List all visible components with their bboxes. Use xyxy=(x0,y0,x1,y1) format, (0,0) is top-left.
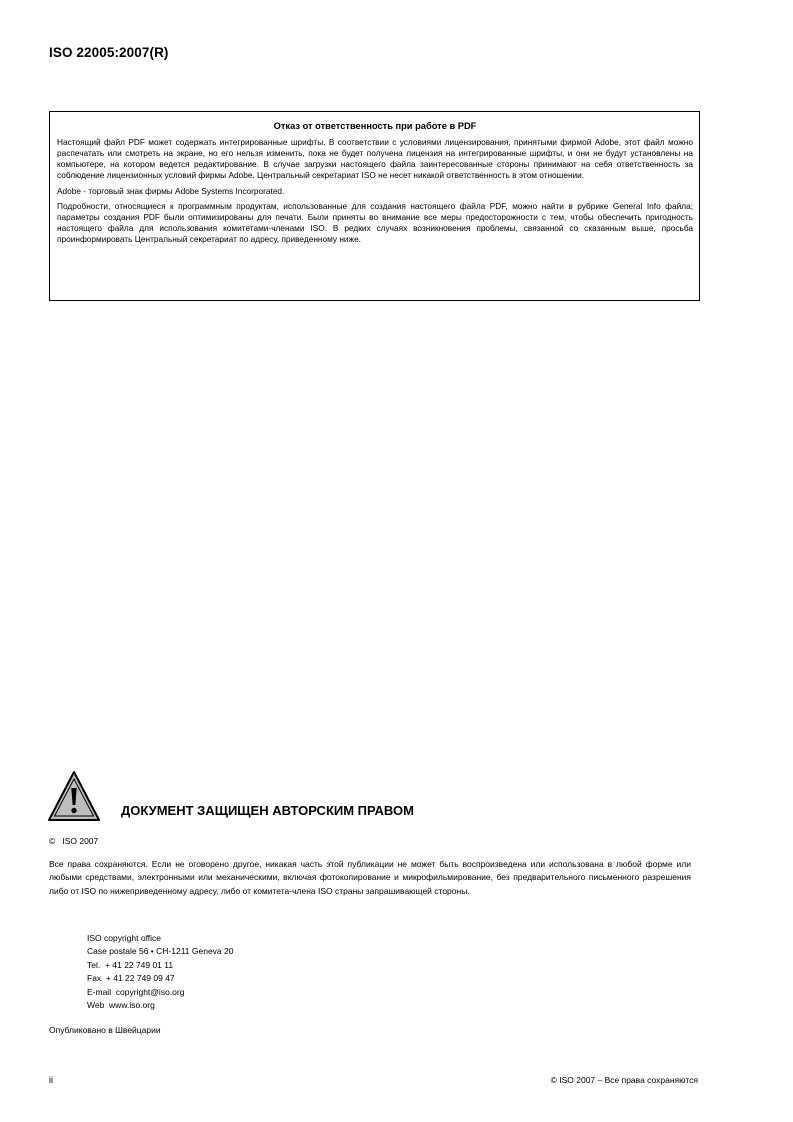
address-fax: Fax + 41 22 749 09 47 xyxy=(87,973,175,984)
footer-copyright: © ISO 2007 – Все права сохраняются xyxy=(550,1075,698,1085)
address-tel: Tel. + 41 22 749 01 11 xyxy=(87,959,174,970)
rights-text: Все права сохраняются. Если не оговорено другое, никакая часть этой публикации не может быть воспроизведена или использована в любой форме или любыми средствами, электронными или механическими, включая фотокопирование и микрофильмирование, без предварительного письменного разрешения либо от ISO по нижеприведенному адресу, либо от комитета-члена ISO страны запрашивающей стороны. xyxy=(49,859,691,896)
disclaimer-title: Отказ от ответственность при работе в PDF xyxy=(273,121,477,131)
disclaimer-paragraph: Подробности, относящиеся к программным продуктам, использованные для создания настоящего файла PDF, можно найти в рубрике General Info файла; параметры создания PDF были оптимизированы для печати. Были приняты во внимание все меры предосторожности с тем, чтобы обеспечить пригодность настоящего файла для использования комитетами-членами ISO. В редких случаях возникновения проблемы, связанной со сказанным выше, просьба проинформировать Центральный секретариат по адресу, приведенному ниже. xyxy=(57,201,693,245)
address-email: E-mail copyright@iso.org xyxy=(87,986,185,997)
page-number: ii xyxy=(49,1075,53,1085)
address-postal: Case postale 56 • CH-1211 Geneva 20 xyxy=(87,946,234,957)
disclaimer-paragraph: Настоящий файл PDF может содержать интегрированные шрифты. В соответствии с условиями лицензирования, принятыми фирмой Adobe, этот файл можно распечатать или смотреть на экране, но его нельзя изменить, пока не будет получена лицензия на интегрированные шрифты, и они не будут установлены на компьютере, на котором ведется редактирование. В случае загрузки настоящего файла заинтересованные стороны принимают на себя ответственность за соблюдение лицензионных условий фирмы Adobe. Центральный секретариат ISO не несет никакой ответственность в этом отношении. xyxy=(57,136,693,180)
copyright-heading: ДОКУМЕНТ ЗАЩИЩЕН АВТОРСКИМ ПРАВОМ xyxy=(121,803,414,818)
warning-triangle-icon xyxy=(47,770,101,822)
address-office: ISO copyright office xyxy=(87,933,162,943)
pdf-disclaimer-box xyxy=(49,111,700,301)
copyright-year: © ISO 2007 xyxy=(49,836,99,846)
address-block xyxy=(87,932,233,1012)
disclaimer-paragraph: Adobe - торговый знак фирмы Adobe Systems Incorporated. xyxy=(57,185,285,196)
address-web: Web www.iso.org xyxy=(87,1000,155,1011)
published-in: Опубликовано в Швейцарии xyxy=(49,1025,161,1035)
document-id: ISO 22005:2007(R) xyxy=(49,45,169,60)
